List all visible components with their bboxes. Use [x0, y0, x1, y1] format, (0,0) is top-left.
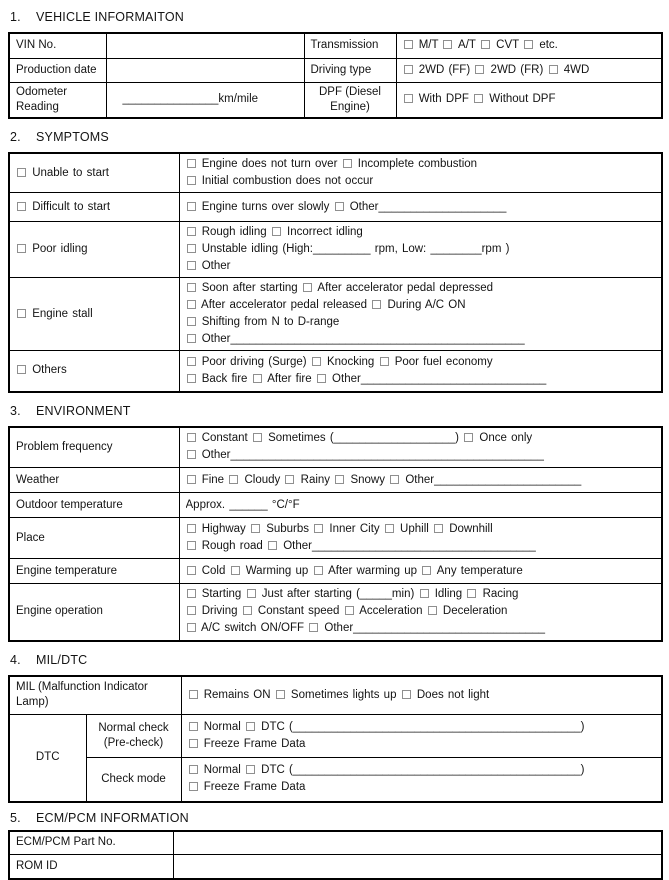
section-heading-symptoms [10, 130, 661, 144]
checkbox[interactable] [189, 739, 198, 748]
checkbox[interactable] [251, 524, 260, 533]
checkbox[interactable] [187, 566, 196, 575]
checkbox[interactable] [187, 317, 196, 326]
checkbox[interactable] [243, 606, 252, 615]
table-row [9, 427, 662, 468]
table-row [9, 351, 662, 392]
section-heading-ecm-pcm [10, 811, 661, 825]
environment-table [8, 426, 663, 642]
production-date-label: Production date [9, 58, 106, 82]
section-title: MIL/DTC [36, 652, 88, 667]
checkbox[interactable] [189, 765, 198, 774]
odometer-label: Odometer Reading [9, 82, 106, 118]
driving-type-label: Driving type [304, 58, 396, 82]
table-row [9, 468, 662, 493]
checkbox[interactable] [385, 524, 394, 533]
section-heading-mil-dtc [10, 653, 661, 667]
normal-check-label: Normal check (Pre-check) [86, 715, 181, 758]
dtc-options-cell [181, 758, 662, 802]
option-line: Engine turns over slowly Other____________________ [186, 199, 656, 216]
symptom-options-cell [179, 153, 662, 193]
checkbox[interactable] [187, 283, 196, 292]
checkbox[interactable] [428, 606, 437, 615]
option-line: Rough idling Incorrect idling [186, 224, 656, 241]
option-line: A/C switch ON/OFF Other______________________________ [186, 620, 656, 637]
checkbox[interactable] [345, 606, 354, 615]
table-row [9, 518, 662, 559]
transmission-label: Transmission [304, 33, 396, 58]
section-number: 5. [10, 810, 21, 825]
section-title: SYMPTOMS [36, 130, 109, 144]
table-row [9, 676, 662, 715]
checkbox[interactable] [187, 176, 196, 185]
transmission-options: M/T A/T CVT etc. [396, 33, 662, 58]
ecm-pcm-table [8, 830, 663, 880]
option-line: Constant Sometimes (___________________) Once only [186, 430, 656, 447]
checkbox[interactable] [481, 40, 490, 49]
checkbox[interactable] [187, 357, 196, 366]
engine-operation-label: Engine operation [9, 584, 179, 641]
table-row [9, 855, 662, 879]
table-row [9, 222, 662, 278]
option-line: Rough road Other___________________________________ [186, 538, 656, 555]
mil-label: MIL (Malfunction Indicator Lamp) [9, 676, 181, 715]
table-row [9, 758, 662, 802]
checkbox[interactable] [475, 65, 484, 74]
dpf-label: DPF (Diesel Engine) [304, 82, 396, 118]
checkbox[interactable] [17, 168, 26, 177]
checkbox[interactable] [187, 227, 196, 236]
checkbox[interactable] [404, 94, 413, 103]
weather-label: Weather [9, 468, 179, 493]
environment-options-cell [179, 493, 662, 518]
checkbox[interactable] [404, 65, 413, 74]
engine-temperature-label: Engine temperature [9, 559, 179, 584]
option-line: Driving Constant speed Acceleration Deceleration [186, 603, 656, 620]
table-row [9, 58, 662, 82]
checkbox[interactable] [189, 722, 198, 731]
checkbox[interactable] [443, 40, 452, 49]
checkbox[interactable] [187, 541, 196, 550]
table-row [9, 33, 662, 58]
option-line: Approx. ______ °C/°F [185, 498, 300, 511]
checkbox[interactable] [317, 374, 326, 383]
checkbox[interactable] [434, 524, 443, 533]
rom-id-label: ROM ID [9, 855, 173, 879]
option-line: Cold Warming up After warming up Any temperature [186, 563, 656, 580]
option-line: Initial combustion does not occur [186, 173, 656, 190]
production-date-field[interactable] [106, 58, 304, 82]
dtc-options-cell [181, 715, 662, 758]
checkbox[interactable] [253, 374, 262, 383]
checkbox[interactable] [231, 566, 240, 575]
checkbox[interactable] [404, 40, 413, 49]
checkbox[interactable] [285, 475, 294, 484]
section-number: 4. [10, 652, 21, 667]
checkbox[interactable] [343, 159, 352, 168]
checkbox[interactable] [189, 782, 198, 791]
option-line: After accelerator pedal released During A/C ON [186, 297, 656, 314]
vin-label: VIN No. [9, 33, 106, 58]
section-title: ECM/PCM INFORMATION [36, 810, 189, 825]
outdoor-temperature-label: Outdoor temperature [9, 493, 179, 518]
checkbox[interactable] [464, 433, 473, 442]
environment-options-cell [179, 559, 662, 584]
checkbox[interactable] [276, 690, 285, 699]
checkbox[interactable] [17, 244, 26, 253]
section-number: 2. [10, 130, 21, 144]
dpf-options: With DPF Without DPF [396, 82, 662, 118]
option-line: Engine does not turn over Incomplete combustion [186, 156, 656, 173]
checkbox[interactable] [187, 244, 196, 253]
checkbox[interactable] [247, 589, 256, 598]
symptom-options-cell [179, 278, 662, 351]
checkbox[interactable] [380, 357, 389, 366]
checkbox[interactable] [272, 227, 281, 236]
ecm-pcm-part-no-label: ECM/PCM Part No. [9, 831, 173, 855]
checkbox[interactable] [187, 300, 196, 309]
checkbox[interactable] [549, 65, 558, 74]
checkbox[interactable] [187, 623, 196, 632]
option-line: Unstable idling (High:_________ rpm, Low: ________rpm ) [186, 241, 656, 258]
option-line: Back fire After fire Other_____________________________ [186, 371, 656, 388]
option-line: Other_________________________________________________ [186, 447, 656, 464]
checkbox[interactable] [420, 589, 429, 598]
option-line: Highway Suburbs Inner City Uphill Downhill [186, 521, 656, 538]
checkbox[interactable] [187, 433, 196, 442]
checkbox[interactable] [187, 374, 196, 383]
ecm-pcm-part-no-field[interactable] [173, 831, 662, 855]
option-line: Normal DTC (_____________________________________________) [188, 762, 656, 779]
problem-frequency-label: Problem frequency [9, 427, 179, 468]
odometer-field[interactable]: _______________km/mile [106, 82, 304, 118]
option-line: Other______________________________________________ [186, 331, 656, 348]
checkbox[interactable] [390, 475, 399, 484]
table-row [9, 278, 662, 351]
table-row [9, 153, 662, 193]
checkbox[interactable] [402, 690, 411, 699]
table-row [9, 82, 662, 118]
checkbox[interactable] [312, 357, 321, 366]
option-line: Normal DTC (_____________________________________________) [188, 719, 656, 736]
option-line: Fine Cloudy Rainy Snowy Other_______________________ [186, 472, 656, 489]
symptom-difficult-to-start: Difficult to start [9, 193, 179, 222]
section-heading-environment [10, 404, 661, 418]
checkbox[interactable] [303, 283, 312, 292]
table-row [9, 715, 662, 758]
environment-options-cell [179, 468, 662, 493]
option-line: Freeze Frame Data [188, 779, 656, 796]
option-line: Other [186, 258, 656, 275]
table-row [9, 559, 662, 584]
checkbox[interactable] [268, 541, 277, 550]
place-label: Place [9, 518, 179, 559]
checkbox[interactable] [524, 40, 533, 49]
section-heading-vehicle-information [10, 10, 661, 24]
rom-id-field[interactable] [173, 855, 662, 879]
checkbox[interactable] [253, 433, 262, 442]
symptom-poor-idling: Poor idling [9, 222, 179, 278]
symptom-others: Others [9, 351, 179, 392]
checkbox[interactable] [372, 300, 381, 309]
option-line: Soon after starting After accelerator pedal depressed [186, 280, 656, 297]
checkbox[interactable] [187, 261, 196, 270]
checkbox[interactable] [189, 690, 198, 699]
option-line: Shifting from N to D-range [186, 314, 656, 331]
symptom-options-cell [179, 351, 662, 392]
checkbox[interactable] [335, 202, 344, 211]
symptom-engine-stall: Engine stall [9, 278, 179, 351]
checkbox[interactable] [422, 566, 431, 575]
symptom-options-cell [179, 193, 662, 222]
checkbox[interactable] [314, 566, 323, 575]
mil-options-cell [181, 676, 662, 715]
section-title: VEHICLE INFORMAITON [36, 10, 185, 24]
environment-options-cell [179, 584, 662, 641]
vin-value-field[interactable] [106, 33, 304, 58]
environment-options-cell [179, 518, 662, 559]
table-row [9, 493, 662, 518]
option-line: Starting Just after starting (_____min) Idling Racing [186, 586, 656, 603]
section-number: 1. [10, 10, 21, 24]
checkbox[interactable] [187, 202, 196, 211]
option-line: Remains ON Sometimes lights up Does not light [188, 687, 656, 704]
checkbox[interactable] [314, 524, 323, 533]
checkbox[interactable] [187, 589, 196, 598]
checkbox[interactable] [187, 524, 196, 533]
checkbox[interactable] [187, 334, 196, 343]
environment-options-cell [179, 427, 662, 468]
table-row [9, 193, 662, 222]
mil-dtc-table [8, 675, 663, 803]
symptom-unable-to-start: Unable to start [9, 153, 179, 193]
checkbox[interactable] [309, 623, 318, 632]
dtc-label: DTC [9, 715, 86, 802]
checkbox[interactable] [335, 475, 344, 484]
checkbox[interactable] [17, 365, 26, 374]
option-line: Freeze Frame Data [188, 736, 656, 753]
table-row [9, 584, 662, 641]
symptoms-table [8, 152, 663, 393]
section-title: ENVIRONMENT [36, 403, 131, 418]
section-number: 3. [10, 403, 21, 418]
checkbox[interactable] [246, 722, 255, 731]
checkbox[interactable] [467, 589, 476, 598]
checkbox[interactable] [187, 606, 196, 615]
driving-type-options: 2WD (FF) 2WD (FR) 4WD [396, 58, 662, 82]
checkbox[interactable] [187, 475, 196, 484]
checkbox[interactable] [229, 475, 238, 484]
symptom-options-cell [179, 222, 662, 278]
checkbox[interactable] [187, 450, 196, 459]
checkbox[interactable] [17, 202, 26, 211]
table-row [9, 831, 662, 855]
checkbox[interactable] [474, 94, 483, 103]
check-mode-label: Check mode [86, 758, 181, 802]
checkbox[interactable] [187, 159, 196, 168]
option-line: Poor driving (Surge) Knocking Poor fuel economy [186, 354, 656, 371]
checkbox[interactable] [17, 309, 26, 318]
vehicle-information-table [8, 32, 663, 119]
checkbox[interactable] [246, 765, 255, 774]
